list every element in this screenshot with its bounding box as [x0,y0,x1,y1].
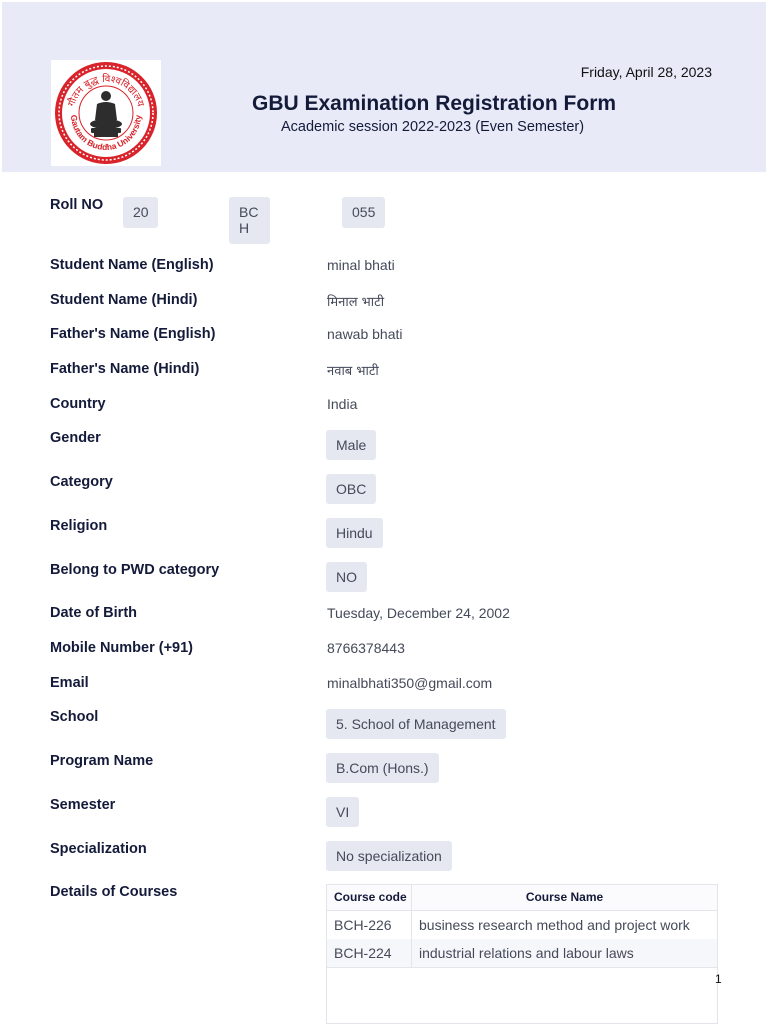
course-code-cell: BCH-226 [327,911,412,939]
courses-table [326,884,718,1024]
roll-part-year: 20 [123,197,158,228]
country-value: India [327,396,358,412]
courses-table-header [327,885,717,911]
courses-label: Details of Courses [50,884,178,900]
semester-value: VI [326,797,359,827]
email-value: minalbhati350@gmail.com [327,675,493,691]
page-subtitle: Academic session 2022-2023 (Even Semester) [281,119,585,135]
school-label: School [50,709,99,725]
table-row [327,939,717,967]
table-row [327,911,717,939]
country-label: Country [50,396,106,412]
father-name-en-value: nawab bhati [327,326,403,342]
roll-no-label: Roll NO [50,197,104,213]
university-logo [51,60,161,166]
roll-part-program: BC H [229,197,270,244]
category-value: OBC [326,474,376,504]
father-name-en-label: Father's Name (English) [50,326,216,342]
dob-value: Tuesday, December 24, 2002 [327,605,510,621]
mobile-value: 8766378443 [327,640,405,656]
gender-label: Gender [50,430,101,446]
school-value: 5. School of Management [326,709,506,739]
student-name-hi-value: मिनाल भाटी [327,295,385,310]
column-header-course-code: Course code [327,885,412,910]
column-header-course-name: Course Name [525,890,604,904]
course-code-cell: BCH-224 [327,939,412,967]
specialization-label: Specialization [50,841,147,857]
page-title: GBU Examination Registration Form [252,92,617,115]
roll-part-number: 055 [342,197,385,228]
form-date: Friday, April 28, 2023 [580,64,712,80]
logo-bottom-text: Gautam Buddha University [68,114,144,153]
father-name-hi-label: Father's Name (Hindi) [50,361,200,377]
category-label: Category [50,474,113,490]
religion-label: Religion [50,518,108,534]
gender-value: Male [326,430,376,460]
father-name-hi-value: नवाब भाटी [327,364,379,379]
student-name-en-label: Student Name (English) [50,257,214,273]
course-name-cell: industrial relations and labour laws [419,945,634,961]
page-number: 1 [715,972,722,986]
mobile-label: Mobile Number (+91) [50,640,194,656]
program-label: Program Name [50,753,154,769]
logo-top-text: गौतम बुद्ध विश्वविद्यालय [66,73,146,109]
semester-label: Semester [50,797,116,813]
email-label: Email [50,675,89,691]
table-footer-divider [327,967,717,968]
student-name-en-value: minal bhati [327,257,395,273]
student-name-hi-label: Student Name (Hindi) [50,292,198,308]
specialization-value: No specialization [326,841,452,871]
program-value: B.Com (Hons.) [326,753,439,783]
religion-value: Hindu [326,518,383,548]
dob-label: Date of Birth [50,605,137,621]
pwd-value: NO [326,562,367,592]
pwd-label: Belong to PWD category [50,562,220,578]
course-name-cell: business research method and project work [419,917,690,933]
